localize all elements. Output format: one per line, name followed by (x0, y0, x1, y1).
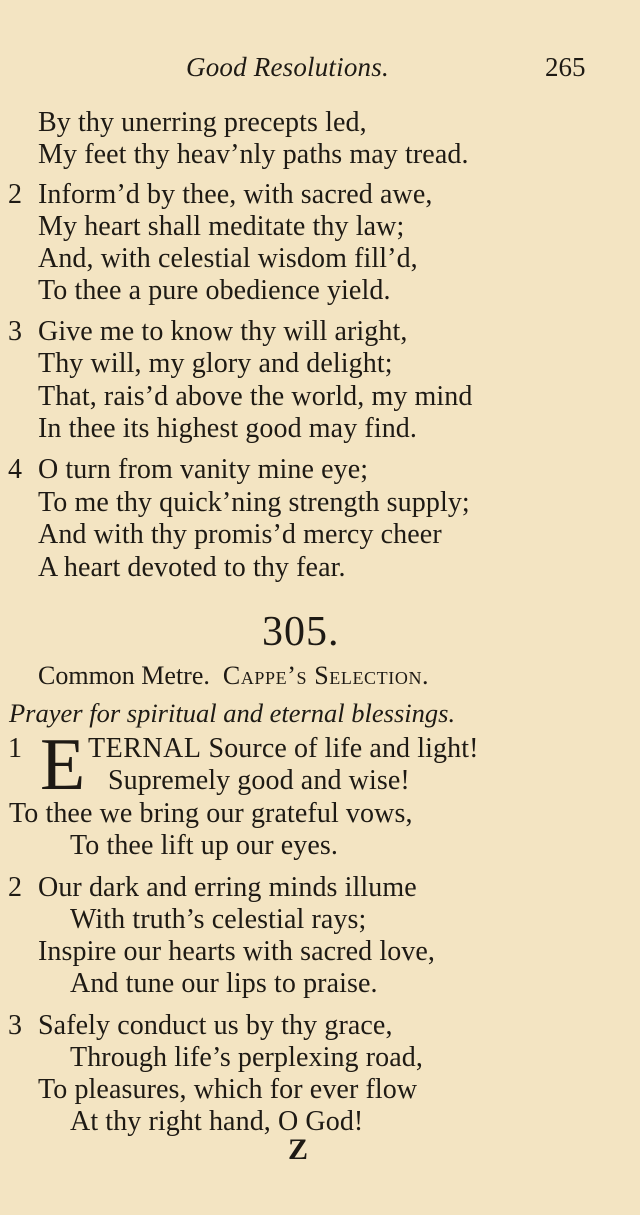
verse-line: Inform’d by thee, with sacred awe, (38, 179, 433, 210)
stanza-number: 1 (8, 733, 22, 764)
verse-line: To pleasures, which for ever flow (38, 1074, 418, 1105)
verse-line: With truth’s celestial rays; (70, 904, 367, 935)
verse-line: That, rais’d above the world, my mind (38, 381, 473, 412)
verse-line: And with thy promis’d mercy cheer (38, 519, 442, 550)
verse-line: To thee we bring our grateful vows, (9, 798, 413, 829)
source: Cappe’s Selection. (222, 661, 430, 690)
verse-line: My heart shall meditate thy law; (38, 211, 405, 242)
meter: Common Metre. (38, 661, 210, 690)
page-number: 265 (545, 52, 586, 82)
verse-line: O turn from vanity mine eye; (38, 454, 369, 485)
stanza-number: 3 (8, 1010, 22, 1041)
verse-line-first (88, 733, 479, 765)
verse-line: Supremely good and wise! (108, 765, 410, 796)
verse-line: To thee a pure obedience yield. (38, 275, 391, 306)
hymn-number: 305. (262, 609, 340, 655)
verse-line: Give me to know thy will aright, (38, 316, 408, 347)
verse-line: Through life’s perplexing road, (70, 1042, 424, 1073)
verse-line: At thy right hand, O God! (70, 1106, 364, 1137)
stanza-number: 4 (8, 454, 22, 485)
verse-line: Inspire our hearts with sacred love, (38, 936, 436, 967)
verse-line: Safely conduct us by thy grace, (38, 1010, 393, 1041)
stanza-number: 2 (8, 872, 22, 903)
verse-line: In thee its highest good may find. (38, 413, 418, 444)
signature-mark: Z (288, 1133, 309, 1166)
verse-line: My feet thy heav’nly paths may tread. (38, 139, 469, 170)
meter-and-source (38, 660, 429, 692)
verse-line: And, with celestial wisdom fill’d, (38, 243, 418, 274)
verse-line: Our dark and erring minds illume (38, 872, 417, 903)
drop-cap: E (40, 724, 86, 806)
first-word-rest: TERNAL (88, 733, 202, 764)
page-header (0, 50, 640, 90)
stanza-number: 3 (8, 316, 22, 347)
verse-line: By thy unerring precepts led, (38, 107, 367, 138)
first-line-rest: Source of life and light! (201, 733, 479, 764)
running-title: Good Resolutions. (186, 52, 389, 82)
verse-line: To thee lift up our eyes. (70, 830, 339, 861)
verse-line: And tune our lips to praise. (70, 968, 378, 999)
hymn-subject: Prayer for spiritual and eternal blessings. (9, 698, 456, 728)
verse-line: A heart devoted to thy fear. (38, 552, 346, 583)
stanza-number: 2 (8, 179, 22, 210)
verse-line: Thy will, my glory and delight; (38, 348, 393, 379)
verse-line: To me thy quick’ning strength supply; (38, 487, 470, 518)
